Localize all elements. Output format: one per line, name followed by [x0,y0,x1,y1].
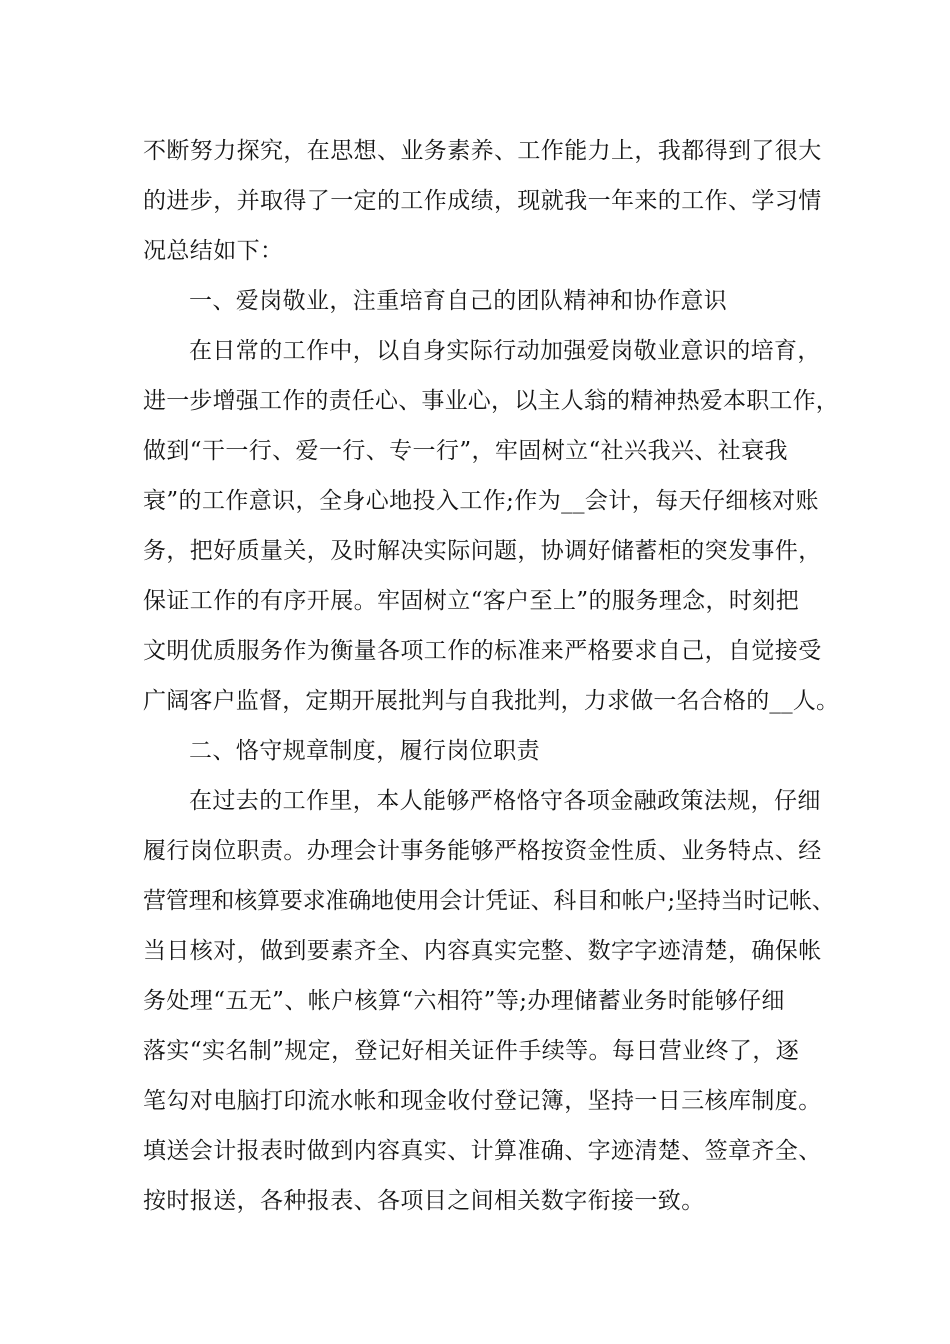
body-text-line: 在过去的工作里，本人能够严格恪守各项金融政策法规，仔细 [189,788,821,814]
body-text-line: 营管理和核算要求准确地使用会计凭证、科目和帐户;坚持当时记帐、 [143,888,835,914]
body-text-line: 文明优质服务作为衡量各项工作的标准来严格要求自己，自觉接受 [143,638,822,664]
body-text-line: 衰”的工作意识，全身心地投入工作;作为__会计，每天仔细核对账 [143,488,819,514]
body-text-line: 做到“干一行、爱一行、专一行”，牢固树立“社兴我兴、社衰我 [143,438,788,464]
section-heading-1: 一、爱岗敬业，注重培育自己的团队精神和协作意识 [189,288,728,314]
section-heading-2: 二、恪守规章制度，履行岗位职责 [189,738,540,764]
body-text-line: 广阔客户监督，定期开展批判与自我批判，力求做一名合格的__人。 [143,688,840,714]
body-text-line: 不断努力探究，在思想、业务素养、工作能力上，我都得到了很大 [143,138,822,164]
body-text-line: 务处理“五无”、帐户核算“六相符”等;办理储蓄业务时能够仔细 [143,988,785,1014]
body-text-line: 保证工作的有序开展。牢固树立“客户至上”的服务理念，时刻把 [143,588,800,614]
body-text-line: 进一步增强工作的责任心、事业心，以主人翁的精神热爱本职工作， [143,388,839,414]
body-text-line: 落实“实名制”规定，登记好相关证件手续等。每日营业终了，逐 [143,1038,800,1064]
body-text-line: 务，把好质量关，及时解决实际问题，协调好储蓄柜的突发事件， [143,538,822,564]
body-text-line: 按时报送，各种报表、各项目之间相关数字衔接一致。 [143,1188,705,1214]
body-text-line: 履行岗位职责。办理会计事务能够严格按资金性质、业务特点、经 [143,838,822,864]
body-text-line: 当日核对，做到要素齐全、内容真实完整、数字字迹清楚，确保帐 [143,938,822,964]
body-text-line: 填送会计报表时做到内容真实、计算准确、字迹清楚、签章齐全、 [143,1138,822,1164]
body-text-line: 况总结如下： [143,238,284,264]
body-text-line: 笔勾对电脑打印流水帐和现金收付登记簿，坚持一日三核库制度。 [143,1088,822,1114]
body-text-line: 在日常的工作中，以自身实际行动加强爱岗敬业意识的培育， [189,338,821,364]
body-text-line: 的进步，并取得了一定的工作成绩，现就我一年来的工作、学习情 [143,188,822,214]
